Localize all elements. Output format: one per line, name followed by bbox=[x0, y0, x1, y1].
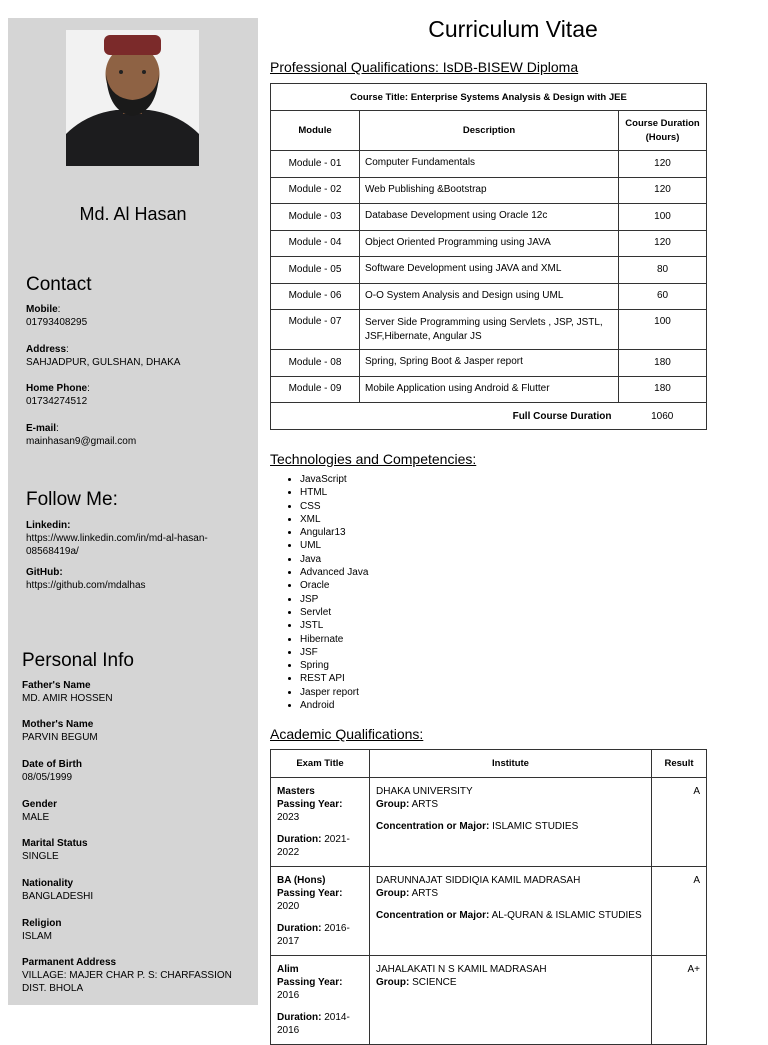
description-cell: Spring, Spring Boot & Jasper report bbox=[360, 350, 619, 377]
hours-cell: 120 bbox=[619, 151, 707, 178]
contact-home-phone: Home Phone: 01734274512 bbox=[26, 383, 90, 407]
table-row bbox=[271, 230, 707, 257]
exam-title: Masters bbox=[277, 786, 315, 797]
personal-nationality bbox=[22, 877, 252, 903]
description-cell: Computer Fundamentals bbox=[360, 151, 619, 178]
institute-name: DARUNNAJAT SIDDIQIA KAMIL MADRASAH bbox=[376, 875, 581, 886]
description-cell: O-O System Analysis and Design using UML bbox=[360, 283, 619, 310]
major-label: Concentration or Major: bbox=[376, 910, 490, 921]
module-cell: Module - 09 bbox=[271, 376, 360, 403]
field-label: Address bbox=[26, 344, 67, 355]
passing-year: 2020 bbox=[277, 901, 300, 912]
field-value: SAHJADPUR, GULSHAN, DHAKA bbox=[26, 357, 181, 368]
passing-label: Passing Year: bbox=[277, 799, 343, 810]
module-rows bbox=[271, 151, 707, 403]
description-cell: Database Development using Oracle 12c bbox=[360, 204, 619, 231]
course-title: Course Title: Enterprise Systems Analysis & Design with JEE bbox=[271, 84, 707, 111]
exam-title: Alim bbox=[277, 964, 299, 975]
table-row bbox=[271, 257, 707, 284]
table-row bbox=[271, 956, 707, 1045]
field-label: E-mail bbox=[26, 423, 57, 434]
field-value: 01793408295 bbox=[26, 317, 88, 328]
exam-cell bbox=[271, 956, 370, 1045]
personal-marital-status bbox=[22, 837, 252, 863]
technologies-list bbox=[286, 473, 368, 712]
duration-label: Duration: bbox=[277, 834, 322, 845]
personal-religion bbox=[22, 917, 252, 943]
academic-table bbox=[270, 749, 707, 1045]
total-hours: 1060 bbox=[619, 403, 707, 430]
follow-heading: Follow Me: bbox=[26, 489, 118, 510]
result-cell: A bbox=[652, 778, 707, 867]
group-value: ARTS bbox=[411, 888, 439, 899]
field-label: Parmanent Address bbox=[22, 957, 117, 968]
duration-label: Duration: bbox=[277, 1012, 322, 1023]
group-label: Group: bbox=[376, 888, 410, 899]
field-value: MALE bbox=[22, 812, 50, 823]
module-cell: Module - 03 bbox=[271, 204, 360, 231]
description-cell: Web Publishing &Bootstrap bbox=[360, 177, 619, 204]
list-item: • Hibernate bbox=[300, 633, 368, 646]
list-item: • Spring bbox=[300, 659, 368, 672]
duration-value: 2014-2016 bbox=[277, 1012, 350, 1036]
duration-value: 2016-2017 bbox=[277, 923, 350, 947]
academic-heading: Academic Qualifications: bbox=[270, 726, 424, 742]
column-header: Course Duration (Hours) bbox=[619, 111, 707, 151]
table-row bbox=[271, 778, 707, 867]
field-value: mainhasan9@gmail.com bbox=[26, 436, 137, 447]
list-item: • REST API bbox=[300, 672, 368, 685]
list-item: • Java bbox=[300, 553, 368, 566]
table-row bbox=[271, 151, 707, 178]
sidebar bbox=[8, 18, 258, 1005]
field-label: GitHub: bbox=[26, 567, 63, 578]
field-value: BANGLADESHI bbox=[22, 891, 94, 902]
course-title-row bbox=[271, 84, 707, 111]
personal-heading: Personal Info bbox=[22, 650, 134, 671]
list-item: • JSTL bbox=[300, 619, 368, 632]
professional-heading: Professional Qualifications: IsDB-BISEW Diploma bbox=[270, 59, 579, 75]
total-row bbox=[271, 403, 707, 430]
group-value: ARTS bbox=[411, 799, 439, 810]
field-value: PARVIN BEGUM bbox=[22, 732, 98, 743]
linkedin-field bbox=[26, 519, 211, 558]
list-item: • HTML bbox=[300, 486, 368, 499]
major-value: ISLAMIC STUDIES bbox=[492, 821, 579, 832]
list-item: • Android bbox=[300, 699, 368, 712]
institute-cell bbox=[370, 778, 652, 867]
personal-permanent-address bbox=[22, 956, 242, 995]
duration-value: 2021-2022 bbox=[277, 834, 350, 858]
institute-name: DHAKA UNIVERSITY bbox=[376, 786, 473, 797]
table-header-row bbox=[271, 750, 707, 778]
field-label: Mobile bbox=[26, 304, 58, 315]
description-cell: Object Oriented Programming using JAVA bbox=[360, 230, 619, 257]
module-cell: Module - 01 bbox=[271, 151, 360, 178]
field-label: Home Phone bbox=[26, 383, 88, 394]
list-item: • XML bbox=[300, 513, 368, 526]
passing-year: 2023 bbox=[277, 812, 300, 823]
module-cell: Module - 06 bbox=[271, 283, 360, 310]
table-row bbox=[271, 376, 707, 403]
group-label: Group: bbox=[376, 799, 410, 810]
github-link[interactable]: https://github.com/mdalhas bbox=[26, 580, 146, 591]
hours-cell: 180 bbox=[619, 350, 707, 377]
major-label: Concentration or Major: bbox=[376, 821, 490, 832]
group-label: Group: bbox=[376, 977, 410, 988]
module-cell: Module - 02 bbox=[271, 177, 360, 204]
module-cell: Module - 07 bbox=[271, 310, 360, 350]
column-header: Exam Title bbox=[271, 750, 370, 778]
field-label: Marital Status bbox=[22, 838, 88, 849]
field-label: Religion bbox=[22, 918, 62, 929]
personal-mothers-name bbox=[22, 718, 252, 744]
table-row bbox=[271, 283, 707, 310]
description-cell: Software Development using JAVA and XML bbox=[360, 257, 619, 284]
personal-gender bbox=[22, 798, 252, 824]
hours-cell: 80 bbox=[619, 257, 707, 284]
institute-cell bbox=[370, 867, 652, 956]
list-item: • JavaScript bbox=[300, 473, 368, 486]
total-label: Full Course Duration bbox=[271, 403, 619, 430]
table-header-row bbox=[271, 111, 707, 151]
field-label: Date of Birth bbox=[22, 759, 82, 770]
professional-table bbox=[270, 83, 707, 430]
contact-email: E-mail: mainhasan9@gmail.com bbox=[26, 423, 137, 447]
field-label: Gender bbox=[22, 799, 58, 810]
list-item: • Angular13 bbox=[300, 526, 368, 539]
column-header: Institute bbox=[370, 750, 652, 778]
document-title: Curriculum Vitae bbox=[428, 16, 598, 42]
institute-cell bbox=[370, 956, 652, 1045]
exam-cell bbox=[271, 778, 370, 867]
technologies-heading: Technologies and Competencies: bbox=[270, 451, 477, 467]
field-value: SINGLE bbox=[22, 851, 59, 862]
passing-label: Passing Year: bbox=[277, 977, 343, 988]
module-cell: Module - 04 bbox=[271, 230, 360, 257]
major-value: AL-QURAN & ISLAMIC STUDIES bbox=[491, 910, 642, 921]
contact-address: Address: SAHJADPUR, GULSHAN, DHAKA bbox=[26, 344, 181, 368]
result-cell: A bbox=[652, 867, 707, 956]
field-value: 01734274512 bbox=[26, 396, 88, 407]
column-header: Result bbox=[652, 750, 707, 778]
duration-label: Duration: bbox=[277, 923, 322, 934]
table-row bbox=[271, 350, 707, 377]
table-row bbox=[271, 177, 707, 204]
list-item: • CSS bbox=[300, 500, 368, 513]
contact-heading: Contact bbox=[26, 274, 92, 295]
contact-mobile: Mobile: 01793408295 bbox=[26, 304, 88, 328]
hours-cell: 120 bbox=[619, 230, 707, 257]
table-row bbox=[271, 867, 707, 956]
hours-cell: 120 bbox=[619, 177, 707, 204]
profile-name: Md. Al Hasan bbox=[79, 204, 187, 224]
field-label: Nationality bbox=[22, 878, 74, 889]
list-item: • Oracle bbox=[300, 579, 368, 592]
exam-cell bbox=[271, 867, 370, 956]
institute-name: JAHALAKATI N S KAMIL MADRASAH bbox=[376, 964, 547, 975]
hours-cell: 100 bbox=[619, 310, 707, 350]
list-item: • Servlet bbox=[300, 606, 368, 619]
personal-date-of-birth bbox=[22, 758, 252, 784]
github-field bbox=[26, 566, 256, 592]
table-row bbox=[271, 310, 707, 350]
description-cell: Server Side Programming using Servlets , JSP, JSTL, JSF,Hibernate, Angular JS bbox=[360, 310, 619, 350]
exam-title: BA (Hons) bbox=[277, 875, 326, 886]
description-cell: Mobile Application using Android & Flutter bbox=[360, 376, 619, 403]
table-row bbox=[271, 204, 707, 231]
list-item: • JSF bbox=[300, 646, 368, 659]
passing-year: 2016 bbox=[277, 990, 300, 1001]
profile-photo bbox=[66, 30, 199, 166]
field-value: ISLAM bbox=[22, 931, 53, 942]
field-label: Mother's Name bbox=[22, 719, 94, 730]
list-item: • UML bbox=[300, 539, 368, 552]
personal-fathers-name bbox=[22, 679, 252, 705]
academic-rows bbox=[271, 778, 707, 1045]
passing-label: Passing Year: bbox=[277, 888, 343, 899]
hours-cell: 100 bbox=[619, 204, 707, 231]
column-header: Module bbox=[271, 111, 360, 151]
column-header: Description bbox=[360, 111, 619, 151]
module-cell: Module - 08 bbox=[271, 350, 360, 377]
field-label: Linkedin: bbox=[26, 520, 71, 531]
module-cell: Module - 05 bbox=[271, 257, 360, 284]
list-item: • JSP bbox=[300, 593, 368, 606]
field-value: MD. AMIR HOSSEN bbox=[22, 693, 113, 704]
field-label: Father's Name bbox=[22, 680, 91, 691]
list-item: • Jasper report bbox=[300, 686, 368, 699]
result-cell: A+ bbox=[652, 956, 707, 1045]
linkedin-link[interactable]: https://www.linkedin.com/in/md-al-hasan-08568419a/ bbox=[26, 533, 208, 557]
group-value: SCIENCE bbox=[412, 977, 457, 988]
field-value: VILLAGE: MAJER CHAR P. S: CHARFASSION DIST. BHOLA bbox=[22, 970, 232, 994]
field-value: 08/05/1999 bbox=[22, 772, 73, 783]
hours-cell: 180 bbox=[619, 376, 707, 403]
list-item: • Advanced Java bbox=[300, 566, 368, 579]
hours-cell: 60 bbox=[619, 283, 707, 310]
